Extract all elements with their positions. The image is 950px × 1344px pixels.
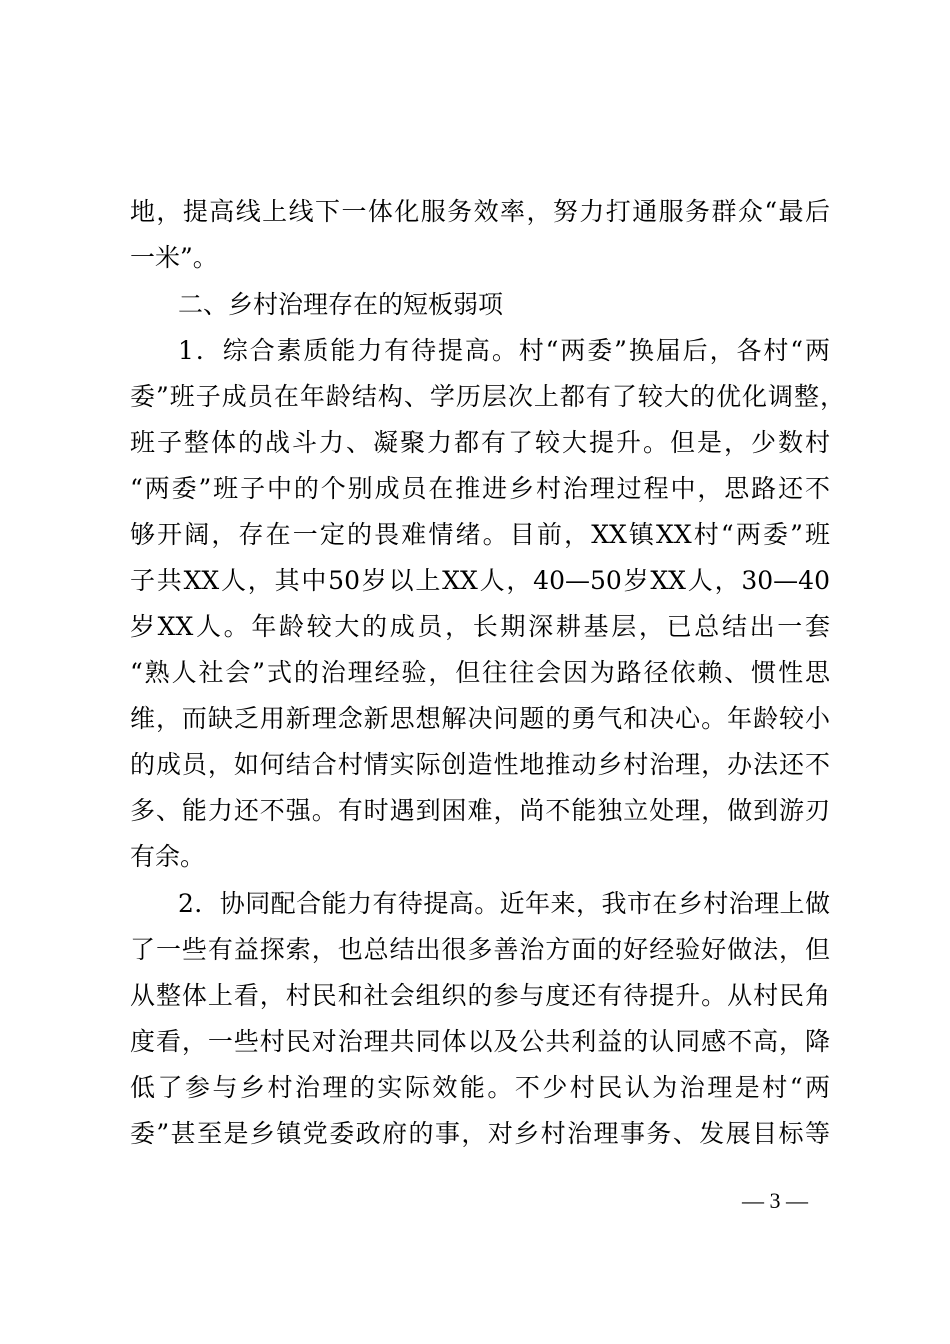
paragraph-line: 的成员，如何结合村情实际创造性地推动乡村治理，办法还不	[130, 750, 830, 779]
paragraph-line: 维，而缺乏用新理念新思想解决问题的勇气和决心。年龄较小	[130, 704, 830, 733]
paragraph-line: 1．综合素质能力有待提高。村“两委”换届后，各村“两	[178, 336, 830, 365]
paragraph-line: 多、能力还不强。有时遇到困难，尚不能独立处理，做到游刃	[130, 796, 830, 825]
paragraph-line: 一米”。	[130, 243, 218, 272]
paragraph-line: 班子整体的战斗力、凝聚力都有了较大提升。但是，少数村	[130, 428, 830, 457]
page-number: — 3 —	[742, 1188, 808, 1213]
paragraph-line: 岁XX人。年龄较大的成员，长期深耕基层，已总结出一套	[130, 612, 830, 641]
paragraph-line: 从整体上看，村民和社会组织的参与度还有待提升。从村民角	[130, 981, 830, 1010]
paragraph-line: 2．协同配合能力有待提高。近年来，我市在乡村治理上做	[178, 889, 830, 918]
paragraph-line: “熟人社会”式的治理经验，但往往会因为路径依赖、惯性思	[130, 658, 830, 687]
paragraph-line: 度看，一些村民对治理共同体以及公共利益的认同感不高，降	[130, 1027, 830, 1056]
paragraph-line: 了一些有益探索，也总结出很多善治方面的好经验好做法，但	[130, 935, 830, 964]
paragraph-line: 子共XX人，其中50岁以上XX人，40—50岁XX人，30—40	[130, 566, 830, 595]
paragraph-line: 够开阔，存在一定的畏难情绪。目前，XX镇XX村“两委”班	[130, 520, 830, 549]
paragraph-line: 地，提高线上线下一体化服务效率，努力打通服务群众“最后	[130, 197, 830, 226]
paragraph-line: 低了参与乡村治理的实际效能。不少村民认为治理是村“两	[130, 1073, 830, 1102]
paragraph-line: “两委”班子中的个别成员在推进乡村治理过程中，思路还不	[130, 474, 830, 503]
paragraph-line: 委”班子成员在年龄结构、学历层次上都有了较大的优化调整，	[130, 382, 845, 411]
paragraph-line: 委”甚至是乡镇党委政府的事，对乡村治理事务、发展目标等	[130, 1119, 830, 1148]
paragraph-line: 有余。	[130, 842, 206, 871]
section-heading: 二、乡村治理存在的短板弱项	[178, 290, 504, 319]
